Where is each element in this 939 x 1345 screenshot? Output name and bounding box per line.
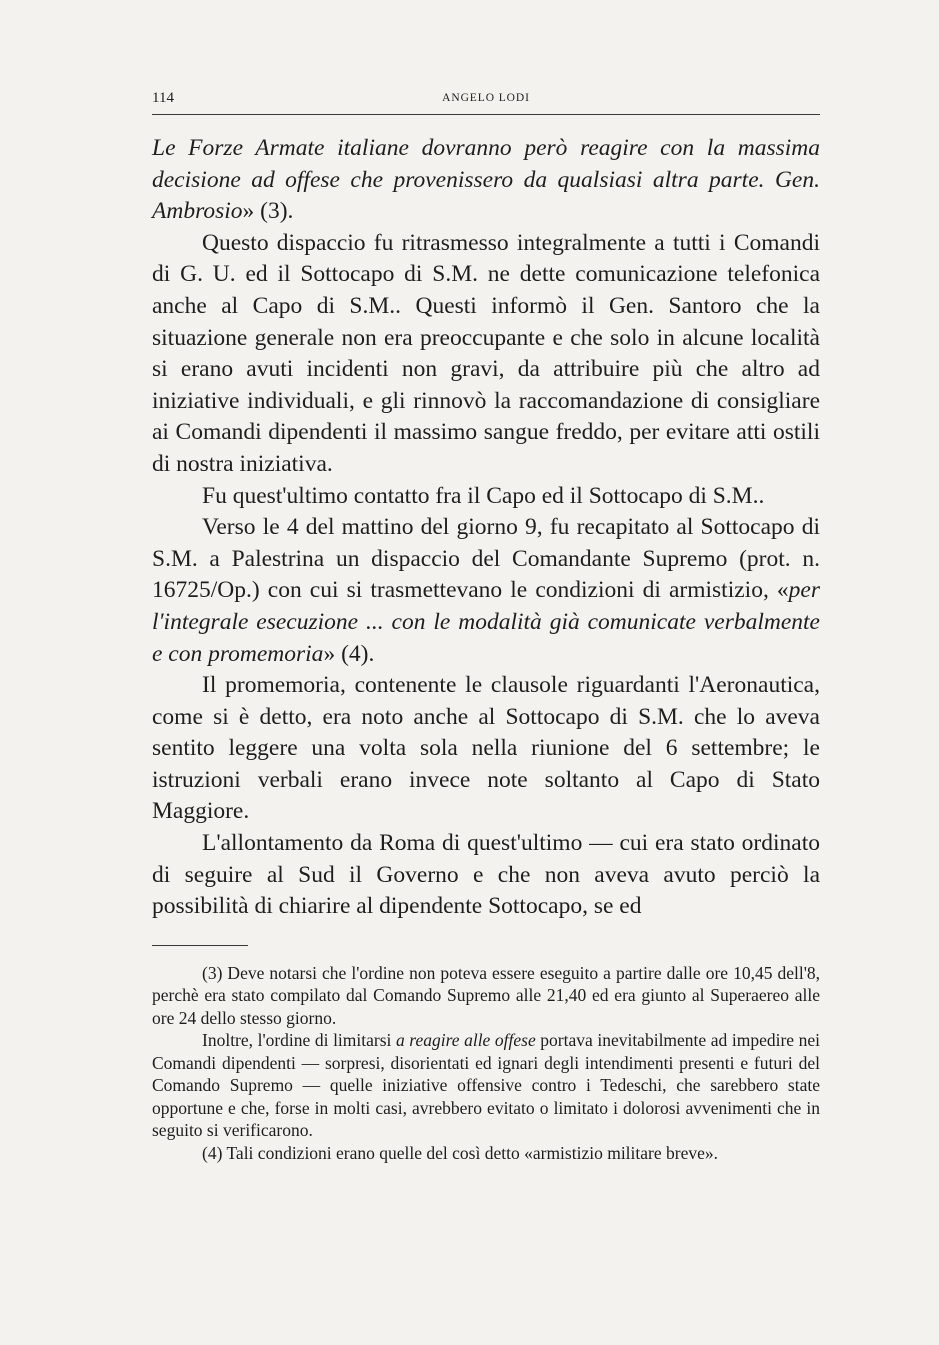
text-segment: Questo dispaccio fu ritrasmesso integralmente a tutti i Comandi di G. U. ed il Sottocapo di S.M. ne dette comunicazione telefonica anche al Capo di S.M.. Questi informò il Gen. Santoro che la situazione generale non era preoccupante e che solo in alcune località si erano avuti incidenti non gravi, da attribuire più che altro ad iniziative individuali, e gli rinnovò la raccomandazione di consigliare ai Comandi dipendenti il massimo sangue freddo, per evitare atti ostili di nostra iniziativa.	[152, 229, 820, 477]
footnote	[152, 1029, 820, 1142]
footnote	[152, 962, 820, 1030]
book-page	[152, 88, 820, 1164]
text-segment: (4) Tali condizioni erano quelle del così detto «armistizio militare breve».	[202, 1142, 718, 1163]
text-segment: Verso le 4 del mattino del giorno 9, fu recapitato al Sottocapo di S.M. a Palestrina un dispaccio del Comandante Supremo (prot. n. 16725/Op.) con cui si trasmettevano le condizioni di armistizio, «	[152, 514, 820, 604]
footnote	[152, 1142, 820, 1165]
paragraph	[152, 828, 820, 923]
footnote-rule	[152, 945, 248, 946]
paragraph	[152, 670, 820, 828]
paragraph	[152, 133, 820, 228]
body-text	[152, 133, 820, 923]
paragraph	[152, 481, 820, 513]
footnotes	[152, 962, 820, 1165]
text-segment: » (4).	[323, 640, 375, 667]
text-segment: Fu quest'ultimo contatto fra il Capo ed il Sottocapo di S.M..	[202, 482, 765, 509]
page-number: 114	[152, 90, 174, 106]
text-segment: portava inevitabilmente ad impedire nei Comandi dipendenti — sorpresi, disorientati ed ignari degli intendimenti presenti e futuri del Comando Supremo — quelle iniziative offensive contro i Tedeschi, che sarebbero state opportune e che, forse in molti casi, avrebbero evitato o limitato i dolorosi avvenimenti che in seguito si verificarono.	[152, 1030, 820, 1141]
paragraph	[152, 228, 820, 481]
text-segment: » (3).	[242, 198, 294, 225]
text-segment-italic: a reagire alle offese	[395, 1030, 536, 1051]
text-segment: (3) Deve notarsi che l'ordine non poteva essere eseguito a partire dalle ore 10,45 dell'8, perchè era stato compilato dal Comando Supremo alle 21,40 ed era giunto al Superaereo alle ore 24 dello stesso giorno.	[152, 962, 820, 1028]
text-segment-italic: per l'integrale esecuzione ... con le modalità già comunicate verbalmente e con promemoria	[152, 577, 820, 667]
text-segment: Inoltre, l'ordine di limitarsi	[202, 1030, 396, 1051]
paragraph	[152, 512, 820, 670]
page-header	[152, 88, 820, 115]
text-segment: L'allontamento da Roma di quest'ultimo — cui era stato ordinato di seguire al Sud il Governo e che non aveva avuto perciò la possibilità di chiarire al dipendente Sottocapo, se ed	[152, 830, 820, 920]
running-head: ANGELO LODI	[442, 92, 530, 104]
text-segment-italic: Le Forze Armate italiane dovranno però reagire con la massima decisione ad offese che provenissero da qualsiasi altra parte. Gen. Ambrosio	[152, 135, 820, 225]
text-segment: Il promemoria, contenente le clausole riguardanti l'Aeronautica, come si è detto, era noto anche al Sottocapo di S.M. che lo aveva sentito leggere una volta sola nella riunione del 6 settembre; le istruzioni verbali erano invece note soltanto al Capo di Stato Maggiore.	[152, 672, 820, 825]
